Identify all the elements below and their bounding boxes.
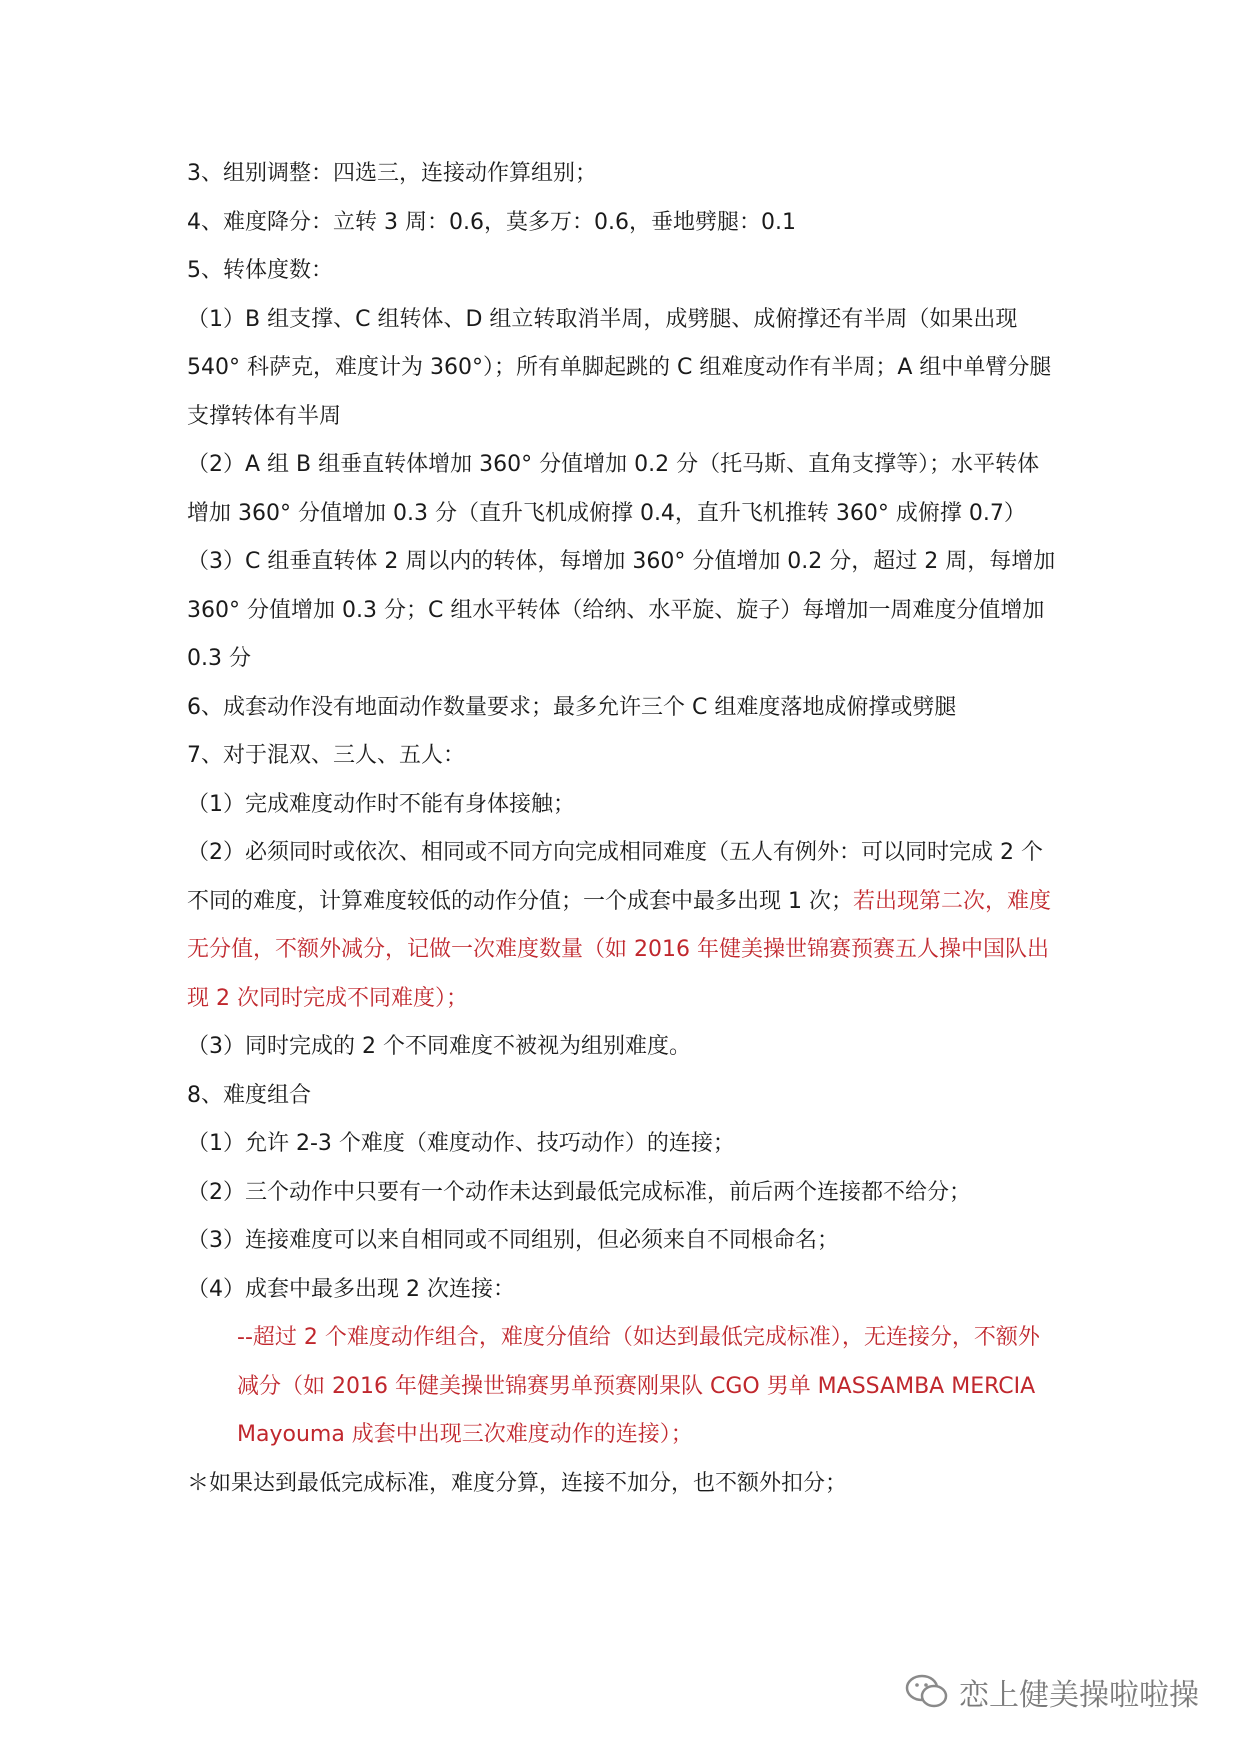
paragraph-text: （2）A 组 B 组垂直转体增加 360° 分值增加 0.2 分（托马斯、直角支撑等）；水平转体增加 360° 分值增加 0.3 分（直升飞机成俯撑 0.4，直升飞机推转 360° 成俯撑 0.7） [187, 452, 1040, 526]
paragraph-text: （3）C 组垂直转体 2 周以内的转体，每增加 360° 分值增加 0.2 分，超过 2 周，每增加 360° 分值增加 0.3 分；C 组水平转体（给纳、水平旋、旋子）每增加一周难度分值增加 0.3 分 [187, 549, 1056, 671]
paragraph-text: 8、难度组合 [187, 1082, 311, 1108]
paragraph-text: （2）必须同时或依次、相同或不同方向完成相同难度（五人有例外：可以同时完成 2 个不同的难度，计算难度较低的动作分值；一个成套中最多出现 1 次； [187, 840, 1043, 914]
paragraph-text: （4）成套中最多出现 2 次连接： [187, 1276, 515, 1302]
paragraph [187, 684, 1057, 733]
paragraph [187, 781, 1057, 830]
paragraph [187, 247, 1057, 296]
paragraph-text: ＊如果达到最低完成标准，难度分算，连接不加分，也不额外扣分； [187, 1470, 848, 1496]
paragraph-text: （2）三个动作中只要有一个动作未达到最低完成标准，前后两个连接都不给分； [187, 1179, 971, 1205]
paragraph [187, 296, 1057, 442]
paragraph-text: 7、对于混双、三人、五人： [187, 743, 465, 768]
paragraph-text: （1）完成难度动作时不能有身体接触； [187, 791, 575, 817]
paragraph [187, 441, 1057, 538]
paragraph [187, 1266, 1057, 1315]
paragraph-text: 6、成套动作没有地面动作数量要求；最多允许三个 C 组难度落地成俯撑或劈腿 [187, 694, 957, 720]
paragraph-text: 4、难度降分：立转 3 周：0.6，莫多万：0.6，垂地劈腿：0.1 [187, 209, 796, 235]
paragraph-text: 3、组别调整：四选三，连接动作算组别； [187, 161, 597, 186]
wechat-icon [905, 1674, 949, 1710]
paragraph [187, 1460, 1057, 1509]
paragraph [187, 150, 1057, 199]
paragraph [187, 1023, 1057, 1072]
paragraph-text: （1）允许 2-3 个难度（难度动作、技巧动作）的连接； [187, 1131, 735, 1156]
paragraph [187, 1314, 1057, 1460]
watermark-text: 恋上健美操啦啦操 [959, 1678, 1199, 1713]
paragraph [187, 829, 1057, 1023]
watermark [905, 1670, 1199, 1714]
paragraph [187, 1072, 1057, 1121]
document-body [187, 150, 1057, 1508]
paragraph [187, 1217, 1057, 1266]
paragraph [187, 538, 1057, 684]
paragraph-text: （3）连接难度可以来自相同或不同组别，但必须来自不同根命名； [187, 1228, 839, 1253]
paragraph [187, 732, 1057, 781]
paragraph [187, 1120, 1057, 1169]
paragraph [187, 1169, 1057, 1218]
paragraph-text: （1）B 组支撑、C 组转体、D 组立转取消半周，成劈腿、成俯撑还有半周（如果出现 540° 科萨克，难度计为 360°）；所有单脚起跳的 C 组难度动作有半周；A 组中单臂分腿支撑转体有半周 [187, 306, 1052, 429]
paragraph [187, 199, 1057, 248]
highlighted-text: 若出现第二次，难度无分值，不额外减分，记做一次难度数量（如 2016 年健美操世锦赛预赛五人操中国队出现 2 次同时完成不同难度）； [187, 888, 1052, 1011]
paragraph-text: （3）同时完成的 2 个不同难度不被视为组别难度。 [187, 1034, 691, 1059]
paragraph-text: 5、转体度数： [187, 258, 333, 283]
highlighted-text: --超过 2 个难度动作组合，难度分值给（如达到最低完成标准），无连接分，不额外减分（如 2016 年健美操世锦赛男单预赛刚果队 CGO 男单 MASSAMBA MERCIA Mayouma 成套中出现三次难度动作的连接）； [237, 1325, 1040, 1447]
